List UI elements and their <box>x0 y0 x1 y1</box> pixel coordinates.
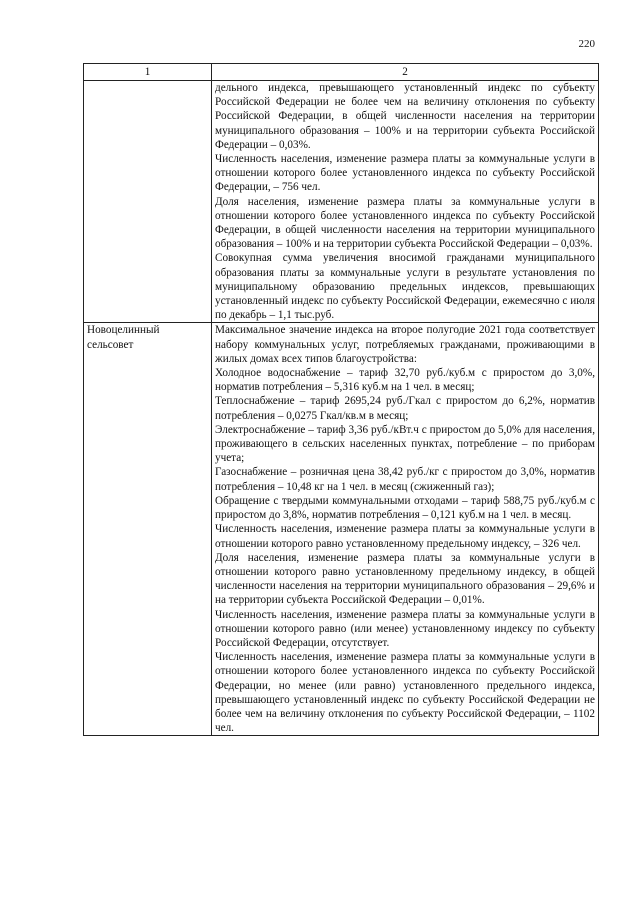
row-label <box>84 81 212 323</box>
paragraph: дельного индекса, превышающего установленный индекс по субъекту Российской Федерации не более чем на величину отклонения по субъекту Российской Федерации, в общей численности населения на территории муниципального образования – 100% и на территории субъекта Российской Федерации – 0,03%. <box>215 82 595 151</box>
table-header-row <box>84 64 599 81</box>
paragraph: Доля населения, изменение размера платы за коммунальные услуги в отношении которого равно установленному предельному индексу, в общей численности населения на территории муниципального образования – 29,6% и на территории субъекта Российской Федерации – 0,01%. <box>215 551 595 607</box>
column-header-2: 2 <box>212 64 599 81</box>
row-text <box>212 81 599 323</box>
row-text <box>212 323 599 736</box>
paragraph: Газоснабжение – розничная цена 38,42 руб./кг с приростом до 3,0%, норматив потребления – 10,48 кг на 1 чел. в месяц (сжиженный газ); <box>215 466 595 493</box>
paragraph: Численность населения, изменение размера платы за коммунальные услуги в отношении которого более установленного индекса по субъекту Российской Федерации, – 756 чел. <box>215 153 595 194</box>
paragraph: Холодное водоснабжение – тариф 32,70 руб./куб.м с приростом до 3,0%, норматив потребления – 5,316 куб.м на 1 чел. в месяц; <box>215 367 595 394</box>
paragraph: Теплоснабжение – тариф 2695,24 руб./Гкал с приростом до 6,2%, норматив потребления – 0,0275 Гкал/кв.м в месяц; <box>215 395 595 422</box>
page-number: 220 <box>578 38 595 50</box>
column-header-1: 1 <box>84 64 212 81</box>
row-label: Новоцелинный сельсовет <box>84 323 212 736</box>
paragraph: Численность населения, изменение размера платы за коммунальные услуги в отношении которого равно установленному предельному индексу, – 326 чел. <box>215 523 595 550</box>
paragraph: Электроснабжение – тариф 3,36 руб./кВт.ч с приростом до 5,0% для населения, проживающего в сельских населенных пунктах, потребление – по приборам учета; <box>215 423 595 465</box>
paragraph: Численность населения, изменение размера платы за коммунальные услуги в отношении которого более установленного индекса по субъекту Российской Федерации, но менее (или равно) установленного предельного индекса, превышающего установленный индекс по субъекту Российской Федерации не более чем на величину отклонения по субъекту Российской Федерации, – 1102 чел. <box>215 651 595 735</box>
data-table <box>83 63 599 736</box>
table-row <box>84 81 599 323</box>
paragraph: Совокупная сумма увеличения вносимой гражданами муниципального образования платы за коммунальные услуги в результате установления по муниципальному образованию предельных индексов, превышающих установленный индекс по субъекту Российской Федерации, ежемесячно с июля по декабрь – 1,1 тыс.руб. <box>215 252 595 322</box>
paragraph: Численность населения, изменение размера платы за коммунальные услуги в отношении которого равно (или менее) установленному индексу по субъекту Российской Федерации, отсутствует. <box>215 608 595 649</box>
paragraph: Максимальное значение индекса на второе полугодие 2021 года соответствует набору коммунальных услуг, потребляемых гражданами, проживающими в жилых домах всех типов благоустройства: <box>215 324 595 365</box>
paragraph: Доля населения, изменение размера платы за коммунальные услуги в отношении которого более установленного индекса по субъекту Российской Федерации, в общей численности населения на территории муниципального образования – 100% и на территории субъекта Российской Федерации – 0,03%. <box>215 195 595 251</box>
table-row <box>84 323 599 736</box>
paragraph: Обращение с твердыми коммунальными отходами – тариф 588,75 руб./куб.м с приростом до 3,8%, норматив потребления – 0,121 куб.м на 1 чел. в месяц. <box>215 494 595 522</box>
